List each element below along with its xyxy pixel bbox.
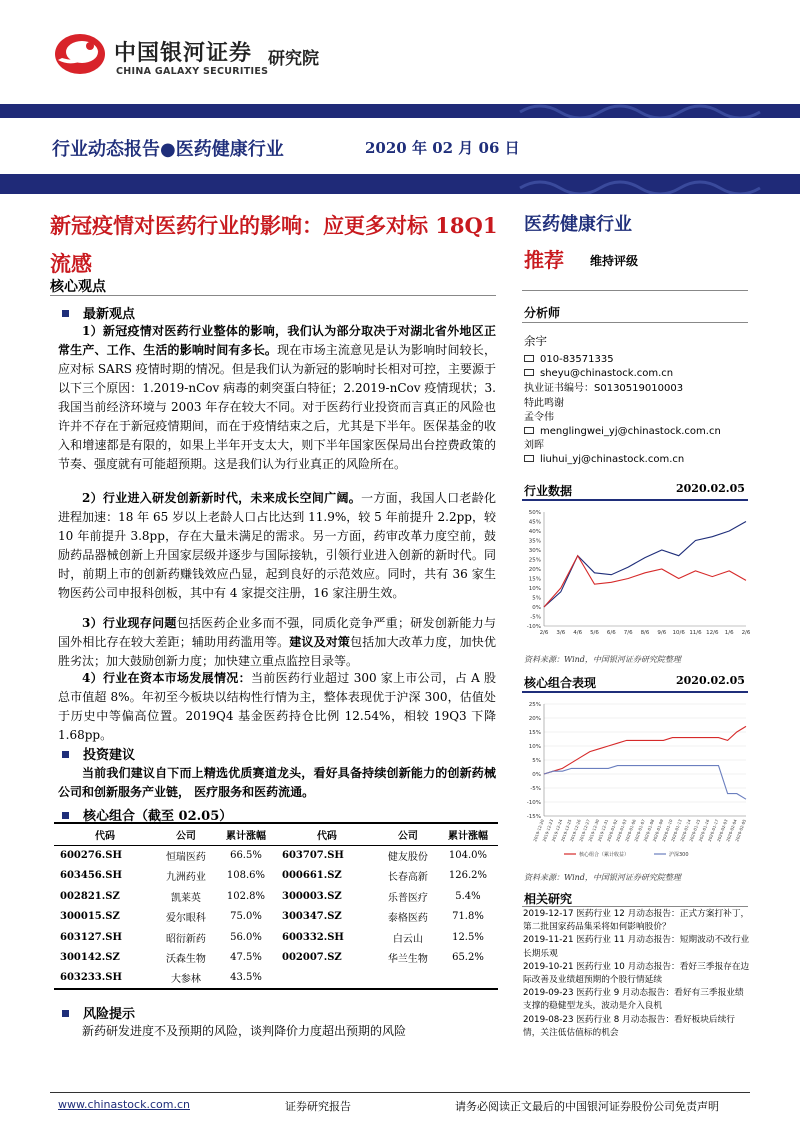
table-cell: 43.5% <box>216 968 276 989</box>
x-tick-label: 2019-12-20 <box>532 818 545 843</box>
bullet-icon <box>62 812 69 819</box>
footer-divider <box>50 1092 750 1093</box>
x-tick-label: 2020-02-03 <box>715 818 729 843</box>
bullet-icon <box>62 1010 69 1017</box>
y-tick-label: 25% <box>528 557 541 564</box>
email-icon <box>524 427 534 434</box>
related-item[interactable]: 2019-12-17 医药行业 12 月动态报告：正式方案打补丁，第二批国家药品集采将如何影响股价？ <box>523 909 750 933</box>
table-cell: 300347.SZ <box>281 911 342 923</box>
chart-source-2: 资料来源：Wind，中国银河证券研究院整理 <box>524 873 681 882</box>
table-cell: 104.0% <box>448 850 488 861</box>
chart-source-1: 资料来源：Wind，中国银河证券研究院整理 <box>524 655 681 664</box>
y-tick-label: 45% <box>528 519 541 526</box>
analyst-email-3[interactable]: liuhui_yj@chinastock.com.cn <box>524 452 684 467</box>
y-tick-label: -10% <box>526 800 541 806</box>
x-tick-label: 2020-02-05 <box>734 818 747 843</box>
risk-heading: 风险提示 <box>62 1003 135 1022</box>
divider <box>522 322 748 323</box>
x-tick-label: 8/6 <box>640 630 650 636</box>
analyst-heading: 分析师 <box>524 306 561 320</box>
x-tick-label: 2020-01-15 <box>688 818 702 843</box>
related-item[interactable]: 2019-10-21 医药行业 10 月动态报告：看好三季报存在边际改善及业绩超预期的个股行情延续 <box>523 961 750 986</box>
table-cell: 600276.SH <box>60 850 122 861</box>
table-cell: 恒瑞医药 <box>165 852 206 863</box>
analyst-license: 执业证书编号：S0130519010003 <box>524 383 684 394</box>
x-tick-label: 9/6 <box>657 630 667 636</box>
table-cell: 56.0% <box>230 931 262 943</box>
y-tick-label: 0% <box>532 605 541 611</box>
table-cell: 长春高新 <box>387 872 428 884</box>
table-cell: 603127.SH <box>60 931 122 943</box>
x-tick-label: 2020-01-06 <box>624 818 637 843</box>
table-header: 累计涨幅 <box>216 823 276 845</box>
table-row <box>54 907 498 928</box>
x-tick-label: 2020-01-17 <box>706 818 720 843</box>
table-cell: 乐普医疗 <box>387 892 428 904</box>
x-tick-label: 2019-12-23 <box>541 818 555 843</box>
paragraph-4: 4）行业在资本市场发展情况：当前医药行业超过 300 家上市公司，占 A 股总市值超 8%。年初至今板块以结构性行情为主，整体表现优于沪深 300，估值处于历史中等偏高位置。2019Q4 基金医药持仓比例 12.54%，相较 19Q3 下降 1.68pp。 <box>58 671 496 742</box>
analyst-name-3: 刘晖 <box>524 440 544 451</box>
y-tick-label: 5% <box>532 595 541 602</box>
y-tick-label: 20% <box>528 567 541 573</box>
report-date: 2020 年 02 月 06 日 <box>365 139 520 157</box>
y-tick-label: -10% <box>526 624 541 630</box>
table-cell: 002007.SZ <box>281 952 342 964</box>
table-header: 代码 <box>54 823 156 845</box>
special-thanks: 特此鸣谢 <box>524 398 564 409</box>
table-cell: 昭衍新药 <box>165 933 206 945</box>
y-tick-label: 5% <box>532 758 541 764</box>
table-cell: 白云山 <box>392 933 423 945</box>
table-cell: 300142.SZ <box>60 952 120 964</box>
report-title: 新冠疫情对医药行业的影响：应更多对标 18Q1 流感 <box>50 213 498 276</box>
x-tick-label: 2020-01-10 <box>660 818 674 843</box>
table-cell: 000661.SZ <box>281 870 342 882</box>
rating-note: 维持评级 <box>590 254 639 268</box>
table-cell: 爱尔眼科 <box>165 913 206 925</box>
table-cell: 603456.SH <box>60 870 122 882</box>
company-logo <box>52 30 108 80</box>
related-item[interactable]: 2019-09-23 医药行业 9 月动态报告：看好有三季报业绩支撑的稳健型龙头，波动是介入良机 <box>523 988 744 1012</box>
table-cell: 沃森生物 <box>165 954 206 966</box>
y-tick-label: 25% <box>528 702 541 708</box>
table-row <box>54 886 498 907</box>
company-name-en: CHINA GALAXY SECURITIES <box>116 66 269 77</box>
invest-text: 当前我们建议自下而上精选优质赛道龙头，看好具备持续创新能力的创新药械公司和创新服务产业链， 医疗服务和医药流通。 <box>58 766 496 799</box>
table-row <box>54 866 498 887</box>
x-tick-label: 5/6 <box>590 630 599 636</box>
footer-url[interactable]: www.chinastock.com.cn <box>58 1098 190 1111</box>
invest-heading: 投资建议 <box>62 744 135 763</box>
y-tick-label: -15% <box>526 814 541 820</box>
divider <box>522 290 748 291</box>
analyst-email-2[interactable]: menglingwei_yj@chinastock.com.cn <box>524 424 721 439</box>
paragraph-1: 1）新冠疫情对医药行业整体的影响，我们认为部分取决于对湖北省外地区正常生产、工作、生活的影响时间有多长。现在市场主流意见是认为影响时间较长，应对标 SARS 疫情时期的情况。但是我们认为新冠的影响时长相对可控，主要源于以下三个原因：1.2019-nCov 病毒的刺突蛋白特征；2.2019-nCov 疫情现状；3.我国当前经济环境与 2003 年存在较大不同。对于医药行业投资而言真正的风险也许并不存在于新冠疫情期间，而在于疫情结束之后，尤其是下半年。医保基金的收入和增速都是有限的，如果上半年开支太大，则下半年国家医保局出台控费政策的节奏、强度就有可能超预期。这是我们认为行业真正的风险所在。 <box>58 324 496 471</box>
x-tick-label: 2020-02-04 <box>725 818 738 843</box>
table-cell: 47.5% <box>230 952 262 964</box>
footer-disclaimer: 请务必阅读正文最后的中国银河证券股份公司免责声明 <box>455 1100 719 1113</box>
table-row <box>54 927 498 948</box>
bullet-icon <box>62 751 69 758</box>
table-header: 累计涨幅 <box>438 823 498 845</box>
table-row <box>54 968 498 989</box>
x-tick-label: 2019-12-26 <box>569 818 582 843</box>
related-item[interactable]: 2019-08-23 医药行业 8 月动态报告：看好板块后续行情，关注低估值标的机会 <box>523 1014 735 1038</box>
paragraph-2: 2）行业进入研发创新新时代，未来成长空间广阔。一方面，我国人口老龄化进程加速：18 年 65 岁以上老龄人口占比达到 11.9%，较 5 年前提升 2.2pp，较 10 年前提升 3.8pp，存在大量未满足的需求。另一方面，药审改革力度空前，鼓励药品器械创新上升国家层级并逐步与国际接轨，引领行业进入创新的新时代。同时，前期上市的创新药赚钱效应凸显，起到良好的示范效应。同时，共有 36 家生物医药公司申报科创板，其中有 4 家提交注册，16 家注册生效。 <box>58 491 496 600</box>
related-list <box>523 908 751 1040</box>
x-tick-label: 10/6 <box>672 630 685 636</box>
x-tick-label: 2020-01-16 <box>697 818 711 843</box>
email-icon <box>524 369 534 376</box>
y-tick-label: 10% <box>528 744 541 750</box>
x-tick-label: 6/6 <box>606 630 616 636</box>
y-tick-label: 10% <box>528 586 541 592</box>
table-cell: 002821.SZ <box>60 890 120 902</box>
table-header: 公司 <box>378 823 438 845</box>
x-tick-label: 2020-01-09 <box>651 818 665 843</box>
table-header: 公司 <box>156 823 216 845</box>
related-heading: 相关研究 <box>524 892 573 906</box>
related-item[interactable]: 2019-11-21 医药行业 11 月动态报告：短期波动不改行业长期乐观 <box>523 935 750 959</box>
portfolio-perf-chart <box>522 698 750 860</box>
email-icon <box>524 455 534 462</box>
x-tick-label: 2020-01-03 <box>614 818 628 843</box>
y-tick-label: 15% <box>528 730 541 736</box>
y-tick-label: 20% <box>528 716 541 722</box>
table-cell: 102.8% <box>226 890 266 902</box>
x-tick-label: 3/6 <box>556 630 566 636</box>
table-cell: 65.2% <box>452 952 484 964</box>
table-cell: 75.0% <box>230 911 262 923</box>
analyst-email-1[interactable]: sheyu@chinastock.com.cn <box>524 366 673 381</box>
x-tick-label: 7/6 <box>623 630 633 636</box>
x-tick-label: 2/6 <box>539 630 549 636</box>
y-tick-label: 0% <box>532 772 541 778</box>
x-tick-label: 11/6 <box>689 630 702 636</box>
series-line-2 <box>544 766 746 800</box>
table-cell: 603233.SH <box>54 968 156 989</box>
x-tick-label: 2019-12-24 <box>550 818 564 843</box>
x-tick-label: 2020-01-02 <box>605 818 619 843</box>
report-type: 行业动态报告●医药健康行业 <box>52 139 284 160</box>
table-cell <box>276 968 378 989</box>
table-cell: 华兰生物 <box>387 954 428 966</box>
table-cell: 600332.SH <box>281 931 344 943</box>
bullet-icon <box>62 310 69 317</box>
table-cell: 71.8% <box>452 911 484 923</box>
x-tick-label: 2019-12-31 <box>596 818 610 843</box>
x-tick-label: 1/6 <box>724 630 734 636</box>
table-cell: 大参林 <box>156 968 216 989</box>
table-cell: 健友股份 <box>387 852 428 863</box>
series-line-1 <box>544 726 746 774</box>
table-cell <box>378 968 438 989</box>
table-cell: 603707.SH <box>281 850 344 861</box>
table-cell: 凯莱英 <box>170 892 201 904</box>
analyst-name-2: 孟令伟 <box>524 412 554 423</box>
table-cell: 5.4% <box>455 890 481 902</box>
table-cell: 300003.SZ <box>281 890 342 902</box>
y-tick-label: -5% <box>530 786 541 792</box>
x-tick-label: 2019-12-27 <box>578 818 591 843</box>
industry-data-heading: 行业数据 <box>524 484 573 498</box>
table-row <box>54 845 498 866</box>
core-view-heading: 核心观点 <box>50 279 106 295</box>
legend-label: 核心组合（累计收益） <box>579 852 630 858</box>
x-tick-label: 4/6 <box>573 630 583 636</box>
x-tick-label: 2020-01-08 <box>642 818 656 843</box>
industry-name: 医药健康行业 <box>524 214 632 235</box>
x-tick-label: 2/6 <box>741 630 750 636</box>
industry-data-chart <box>522 506 750 638</box>
x-tick-label: 2019-12-25 <box>559 818 573 843</box>
divider <box>522 906 748 907</box>
table-cell: 300015.SZ <box>60 911 120 923</box>
rating: 推荐 <box>524 248 564 272</box>
footer-label: 证券研究报告 <box>285 1100 351 1113</box>
portfolio-heading: 核心组合（截至 02.05） <box>62 805 232 824</box>
table-cell: 126.2% <box>448 870 488 882</box>
company-name-cn: 中国银河证券 <box>114 41 253 66</box>
industry-data-date: 2020.02.05 <box>676 482 745 495</box>
y-tick-label: 15% <box>528 576 541 583</box>
y-tick-label: -5% <box>530 614 541 621</box>
table-cell: 108.6% <box>226 870 266 882</box>
table-header: 代码 <box>276 823 378 845</box>
y-tick-label: 40% <box>528 529 541 535</box>
table-row <box>54 948 498 969</box>
x-tick-label: 2020-01-07 <box>633 818 646 843</box>
divider <box>50 295 496 296</box>
table-cell: 泰格医药 <box>387 913 428 925</box>
paragraph-3: 3）行业现存问题包括医药企业多而不强，同质化竞争严重；研发创新能力与国外相比存在较大差距；辅助用药滥用等。建议及对策包括加大改革力度，加快优胜劣汰；加大鼓励创新力度；加快建立重点监控目录等。 <box>58 616 496 668</box>
divider <box>522 499 748 501</box>
portfolio-table <box>54 822 498 990</box>
table-cell: 66.5% <box>230 850 262 861</box>
y-tick-label: 50% <box>528 510 541 516</box>
x-tick-label: 12/6 <box>706 630 719 636</box>
institute-name: 研究院 <box>268 49 319 69</box>
y-tick-label: 30% <box>528 548 541 554</box>
legend-label: 沪深300 <box>669 852 689 858</box>
portfolio-perf-heading: 核心组合表现 <box>524 676 597 690</box>
risk-text: 新药研发进度不及预期的风险，谈判降价力度超出预期的风险 <box>82 1024 407 1038</box>
divider <box>522 691 748 693</box>
x-tick-label: 2020-01-13 <box>670 818 683 843</box>
table-cell: 九洲药业 <box>165 872 206 884</box>
table-cell <box>438 968 498 989</box>
y-tick-label: 35% <box>528 538 541 545</box>
series-line-1 <box>544 522 746 608</box>
table-cell: 12.5% <box>452 931 484 943</box>
x-tick-label: 2020-01-14 <box>679 818 692 843</box>
latest-view-heading: 最新观点 <box>62 303 135 322</box>
x-tick-label: 2019-12-30 <box>587 818 601 843</box>
phone-icon <box>524 355 534 362</box>
analyst-phone: 010-83571335 <box>524 352 614 367</box>
analyst-name-1: 余宇 <box>524 334 547 348</box>
portfolio-perf-date: 2020.02.05 <box>676 674 745 687</box>
